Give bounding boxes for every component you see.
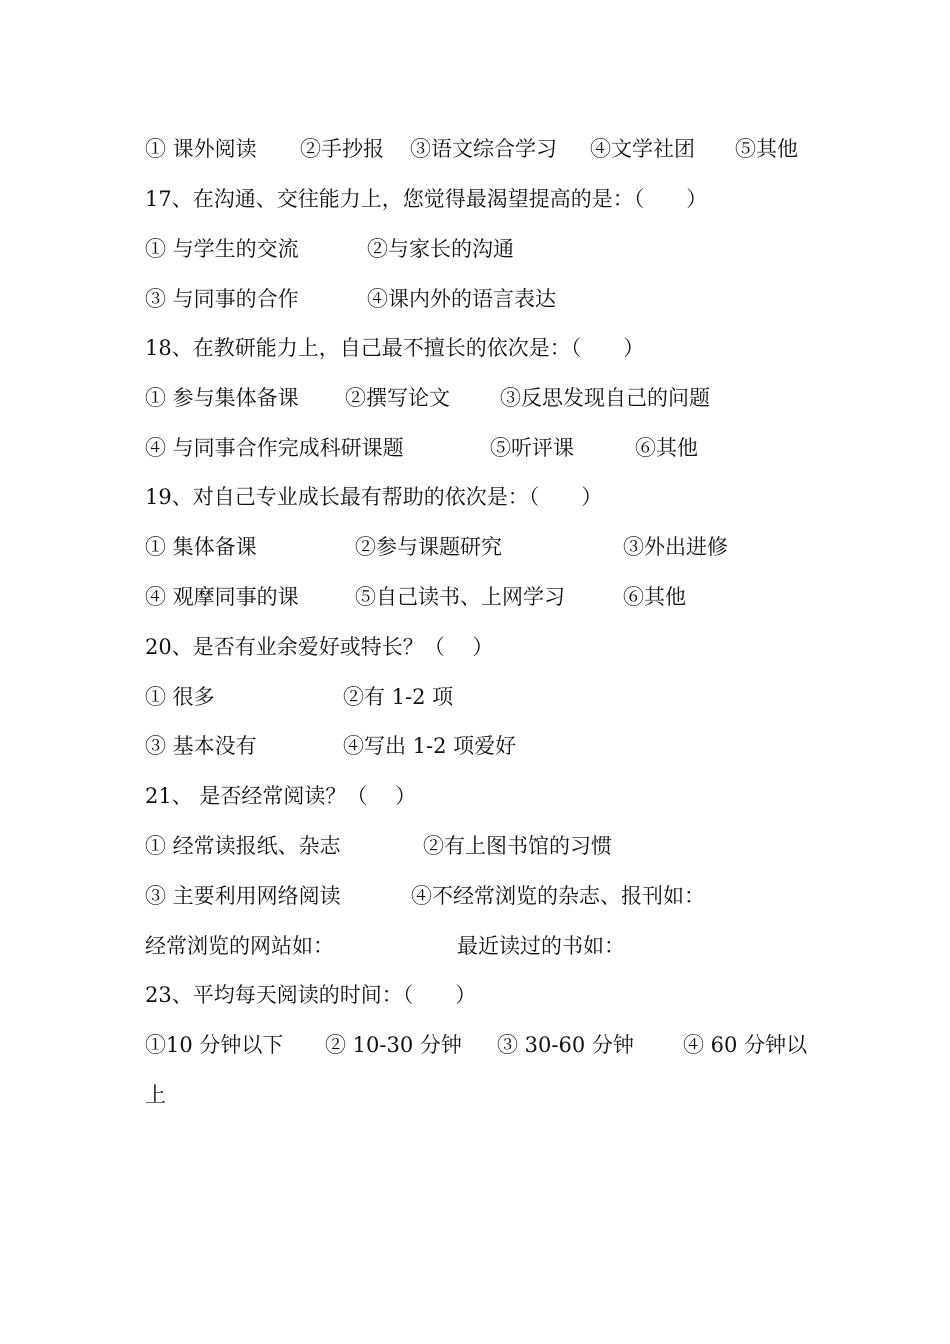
q20-question: 20、是否有业余爱好或特长？（ ）: [145, 635, 494, 659]
q19-option-6: ⑥其他: [623, 585, 686, 609]
q16-option-3: ③语文综合学习: [410, 137, 557, 161]
q23-question: 23、平均每天阅读的时间：（ ）: [145, 983, 477, 1007]
q23-option-1: ①10 分钟以下: [145, 1033, 284, 1057]
q18-option-6: ⑥其他: [635, 436, 698, 460]
q19-option-2: ②参与课题研究: [355, 535, 502, 559]
q23-option-4: ④ 60 分钟以: [683, 1033, 808, 1057]
q17-options-row-1: [145, 234, 514, 264]
q20-option-2: ②有 1-2 项: [343, 685, 454, 709]
q17-option-3: ③ 与同事的合作: [145, 287, 299, 311]
q20-option-3: ③ 基本没有: [145, 734, 257, 758]
q17-question: 17、在沟通、交往能力上，您觉得最渴望提高的是：（ ）: [145, 187, 708, 211]
q16-option-5: ⑤其他: [735, 137, 798, 161]
q21-reading-labels-row: [145, 931, 625, 961]
q23-option-2: ② 10-30 分钟: [325, 1033, 462, 1057]
q21-option-4: ④不经常浏览的杂志、报刊如：: [411, 884, 705, 908]
q16-options-row: [145, 134, 798, 164]
q21-question: 21、 是否经常阅读？（ ）: [145, 784, 417, 808]
q16-option-4: ④文学社团: [590, 137, 695, 161]
q18-question: 18、在教研能力上，自己最不擅长的依次是：（ ）: [145, 336, 645, 360]
q21-option-3: ③ 主要利用网络阅读: [145, 884, 341, 908]
frequent-websites-label: 经常浏览的网站如：: [145, 934, 334, 958]
q23-wrap-text: 上: [145, 1083, 166, 1107]
q18-options-row-1: [145, 383, 710, 413]
q16-option-1: ① 课外阅读: [145, 137, 257, 161]
q16-option-2: ②手抄报: [300, 137, 384, 161]
q21-options-row-2: [145, 881, 705, 911]
q20-options-row-1: [145, 682, 454, 712]
q21-option-1: ① 经常读报纸、杂志: [145, 834, 341, 858]
q18-option-4: ④ 与同事合作完成科研课题: [145, 436, 404, 460]
q20-option-4: ④写出 1-2 项爱好: [343, 734, 517, 758]
q21-option-2: ②有上图书馆的习惯: [423, 834, 612, 858]
q19-option-1: ① 集体备课: [145, 535, 257, 559]
q18-option-5: ⑤听评课: [490, 436, 574, 460]
q23-option-3: ③ 30-60 分钟: [497, 1033, 634, 1057]
q19-options-row-1: [145, 532, 728, 562]
q18-options-row-2: [145, 433, 698, 463]
q17-option-1: ① 与学生的交流: [145, 237, 299, 261]
q19-options-row-2: [145, 582, 686, 612]
q17-option-4: ④课内外的语言表达: [367, 287, 556, 311]
q18-option-1: ① 参与集体备课: [145, 386, 299, 410]
q21-options-row-1: [145, 831, 612, 861]
q19-question: 19、对自己专业成长最有帮助的依次是：（ ）: [145, 485, 603, 509]
q23-options-row: [145, 1030, 808, 1060]
q19-option-4: ④ 观摩同事的课: [145, 585, 299, 609]
q18-option-2: ②撰写论文: [345, 386, 450, 410]
q17-option-2: ②与家长的沟通: [367, 237, 514, 261]
q19-option-5: ⑤自己读书、上网学习: [355, 585, 565, 609]
q20-option-1: ① 很多: [145, 685, 215, 709]
recent-books-label: 最近读过的书如：: [457, 934, 625, 958]
q18-option-3: ③反思发现自己的问题: [500, 386, 710, 410]
q17-options-row-2: [145, 284, 556, 314]
q20-options-row-2: [145, 731, 517, 761]
q19-option-3: ③外出进修: [623, 535, 728, 559]
